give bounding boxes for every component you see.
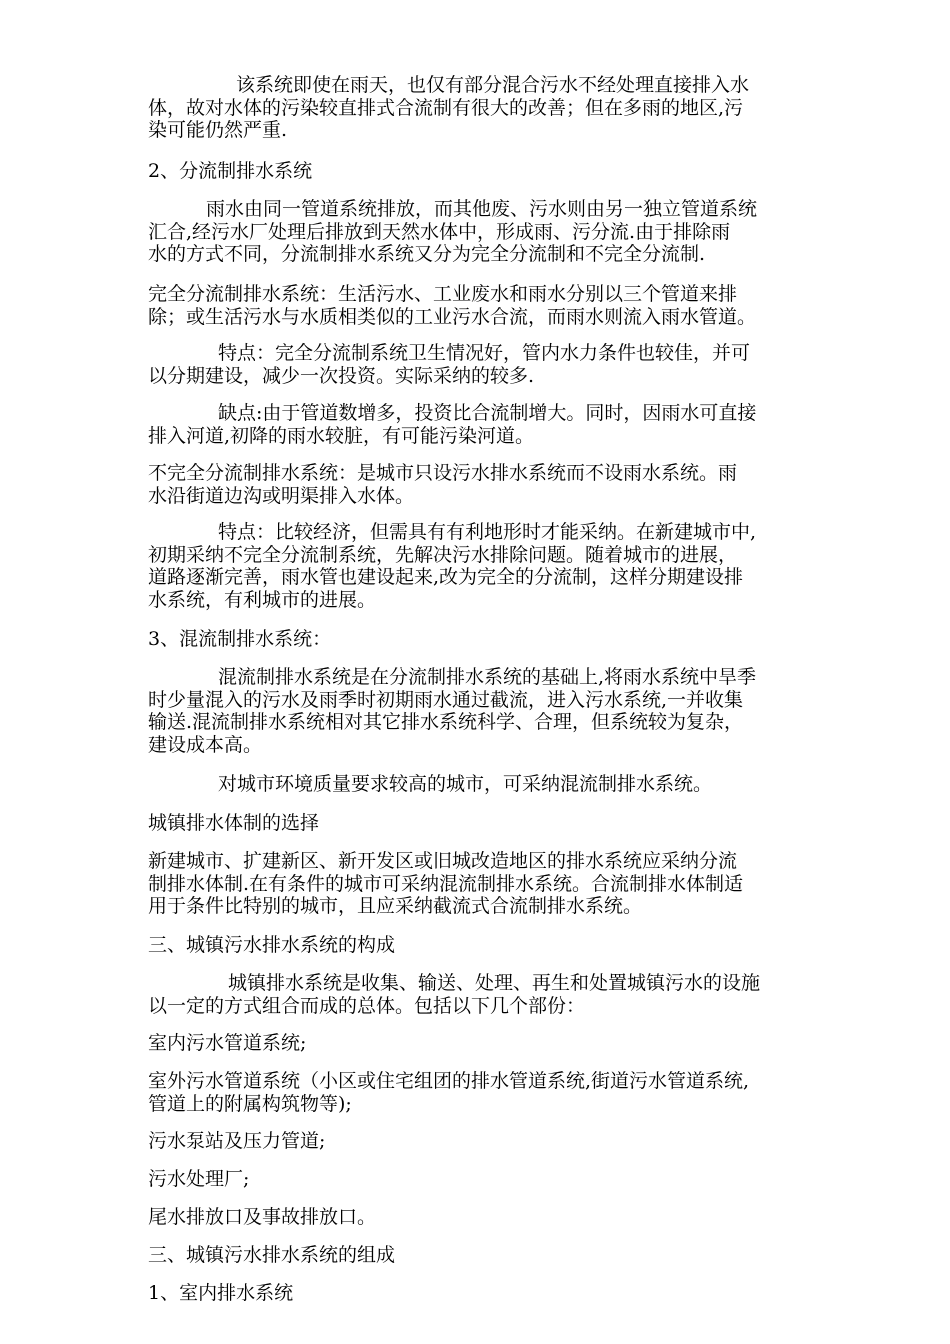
text-line: 初期采纳不完全分流制系统，先解决污水排除问题。随着城市的进展， — [148, 543, 738, 566]
text-line: 污水处理厂; — [148, 1168, 250, 1190]
paragraph-disadvantages — [148, 402, 860, 447]
text-line: 特点：完全分流制系统卫生情况好，管内水力条件也较佳，并可 — [218, 342, 751, 364]
text-line: 2、分流制排水系统 — [148, 160, 313, 182]
heading-mixed-system — [148, 628, 860, 651]
text-line: 3、混流制排水系统： — [148, 628, 332, 650]
text-line: 水沿街道边沟或明渠排入水体。 — [148, 484, 415, 507]
paragraph-combined-sewer-rain — [148, 74, 860, 142]
text-line: 水的方式不同，分流制排水系统又分为完全分流制和不完全分流制. — [148, 243, 706, 265]
list-item-outdoor-pipes — [148, 1070, 860, 1115]
text-line: 完全分流制排水系统：生活污水、工业废水和雨水分别以三个管道来排 — [148, 283, 738, 305]
text-line: 以分期建设，减少一次投资。实际采纳的较多. — [148, 364, 535, 387]
text-line: 以一定的方式组合而成的总体。包括以下几个部份： — [148, 994, 586, 1017]
list-item-treatment-plant — [148, 1168, 860, 1191]
heading-system-composition — [148, 934, 860, 957]
text-line: 室外污水管道系统（小区或住宅组团的排水管道系统,街道污水管道系统, — [148, 1070, 750, 1092]
text-line: 对城市环境质量要求较高的城市，可采纳混流制排水系统。 — [218, 773, 713, 795]
text-line: 水系统，有利城市的进展。 — [148, 588, 377, 611]
text-line: 建设成本高。 — [148, 733, 263, 756]
heading-separate-system — [148, 160, 860, 183]
paragraph-system-selection — [148, 850, 860, 918]
paragraph-incomplete-separate — [148, 462, 860, 507]
text-line: 除；或生活污水与水质相类似的工业污水合流，而雨水则流入雨水管道。 — [148, 305, 757, 328]
text-line: 室内污水管道系统; — [148, 1032, 307, 1054]
text-line: 新建城市、扩建新区、新开发区或旧城改造地区的排水系统应采纳分流 — [148, 850, 738, 872]
text-line: 时少量混入的污水及雨季时初期雨水通过截流，进入污水系统,一并收集 — [148, 688, 744, 711]
text-line: 输送.混流制排水系统相对其它排水系统科学、合理，但系统较为复杂， — [148, 711, 744, 733]
text-line: 尾水排放口及事故排放口。 — [148, 1206, 377, 1228]
text-line: 三、城镇污水排水系统的构成 — [148, 934, 396, 956]
text-line: 城镇排水系统是收集、输送、处理、再生和处置城镇污水的设施 — [228, 972, 761, 994]
text-line: 该系统即使在雨天，也仅有部分混合污水不经处理直接排入水 — [236, 74, 750, 96]
text-line: 管道上的附属构筑物等); — [148, 1092, 352, 1115]
paragraph-complete-separate — [148, 283, 860, 328]
paragraph-separate-system — [148, 198, 860, 266]
heading-indoor-drainage — [148, 1282, 860, 1305]
text-line: 制排水体制.在有条件的城市可采纳混流制排水系统。合流制排水体制适 — [148, 872, 744, 895]
text-line: 汇合,经污水厂处理后排放到天然水体中，形成雨、污分流.由于排除雨 — [148, 220, 731, 243]
list-item-outfall — [148, 1206, 860, 1229]
text-line: 1、室内排水系统 — [148, 1282, 294, 1304]
text-line: 不完全分流制排水系统：是城市只设污水排水系统而不设雨水系统。雨 — [148, 462, 738, 484]
text-line: 染可能仍然严重. — [148, 119, 288, 141]
paragraph-mixed-recommendation — [148, 773, 860, 796]
paragraph-system-definition — [148, 972, 860, 1017]
text-line: 三、城镇污水排水系统的组成 — [148, 1244, 396, 1266]
paragraph-advantages — [148, 342, 860, 387]
text-line: 污水泵站及压力管道; — [148, 1130, 326, 1152]
text-line: 特点：比较经济，但需具有有利地形时才能采纳。在新建城市中, — [218, 521, 757, 543]
text-line: 用于条件比特别的城市，且应采纳截流式合流制排水系统。 — [148, 895, 643, 917]
text-line: 城镇排水体制的选择 — [148, 812, 320, 834]
text-line: 雨水由同一管道系统排放，而其他废、污水则由另一独立管道系统 — [206, 198, 758, 220]
list-item-indoor-pipes — [148, 1032, 860, 1055]
text-line: 体，故对水体的污染较直排式合流制有很大的改善；但在多雨的地区,污 — [148, 96, 744, 119]
text-line: 道路逐渐完善，雨水管也建设起来,改为完全的分流制，这样分期建设排 — [148, 566, 744, 588]
heading-system-components — [148, 1244, 860, 1267]
paragraph-incomplete-advantages — [148, 521, 860, 611]
text-line: 缺点:由于管道数增多，投资比合流制增大。同时，因雨水可直接 — [218, 402, 757, 424]
text-line: 排入河道,初降的雨水较脏，有可能污染河道。 — [148, 424, 535, 447]
paragraph-mixed-system — [148, 666, 860, 756]
list-item-pump-station — [148, 1130, 860, 1153]
heading-system-selection — [148, 812, 860, 835]
text-line: 混流制排水系统是在分流制排水系统的基础上,将雨水系统中旱季 — [218, 666, 757, 688]
